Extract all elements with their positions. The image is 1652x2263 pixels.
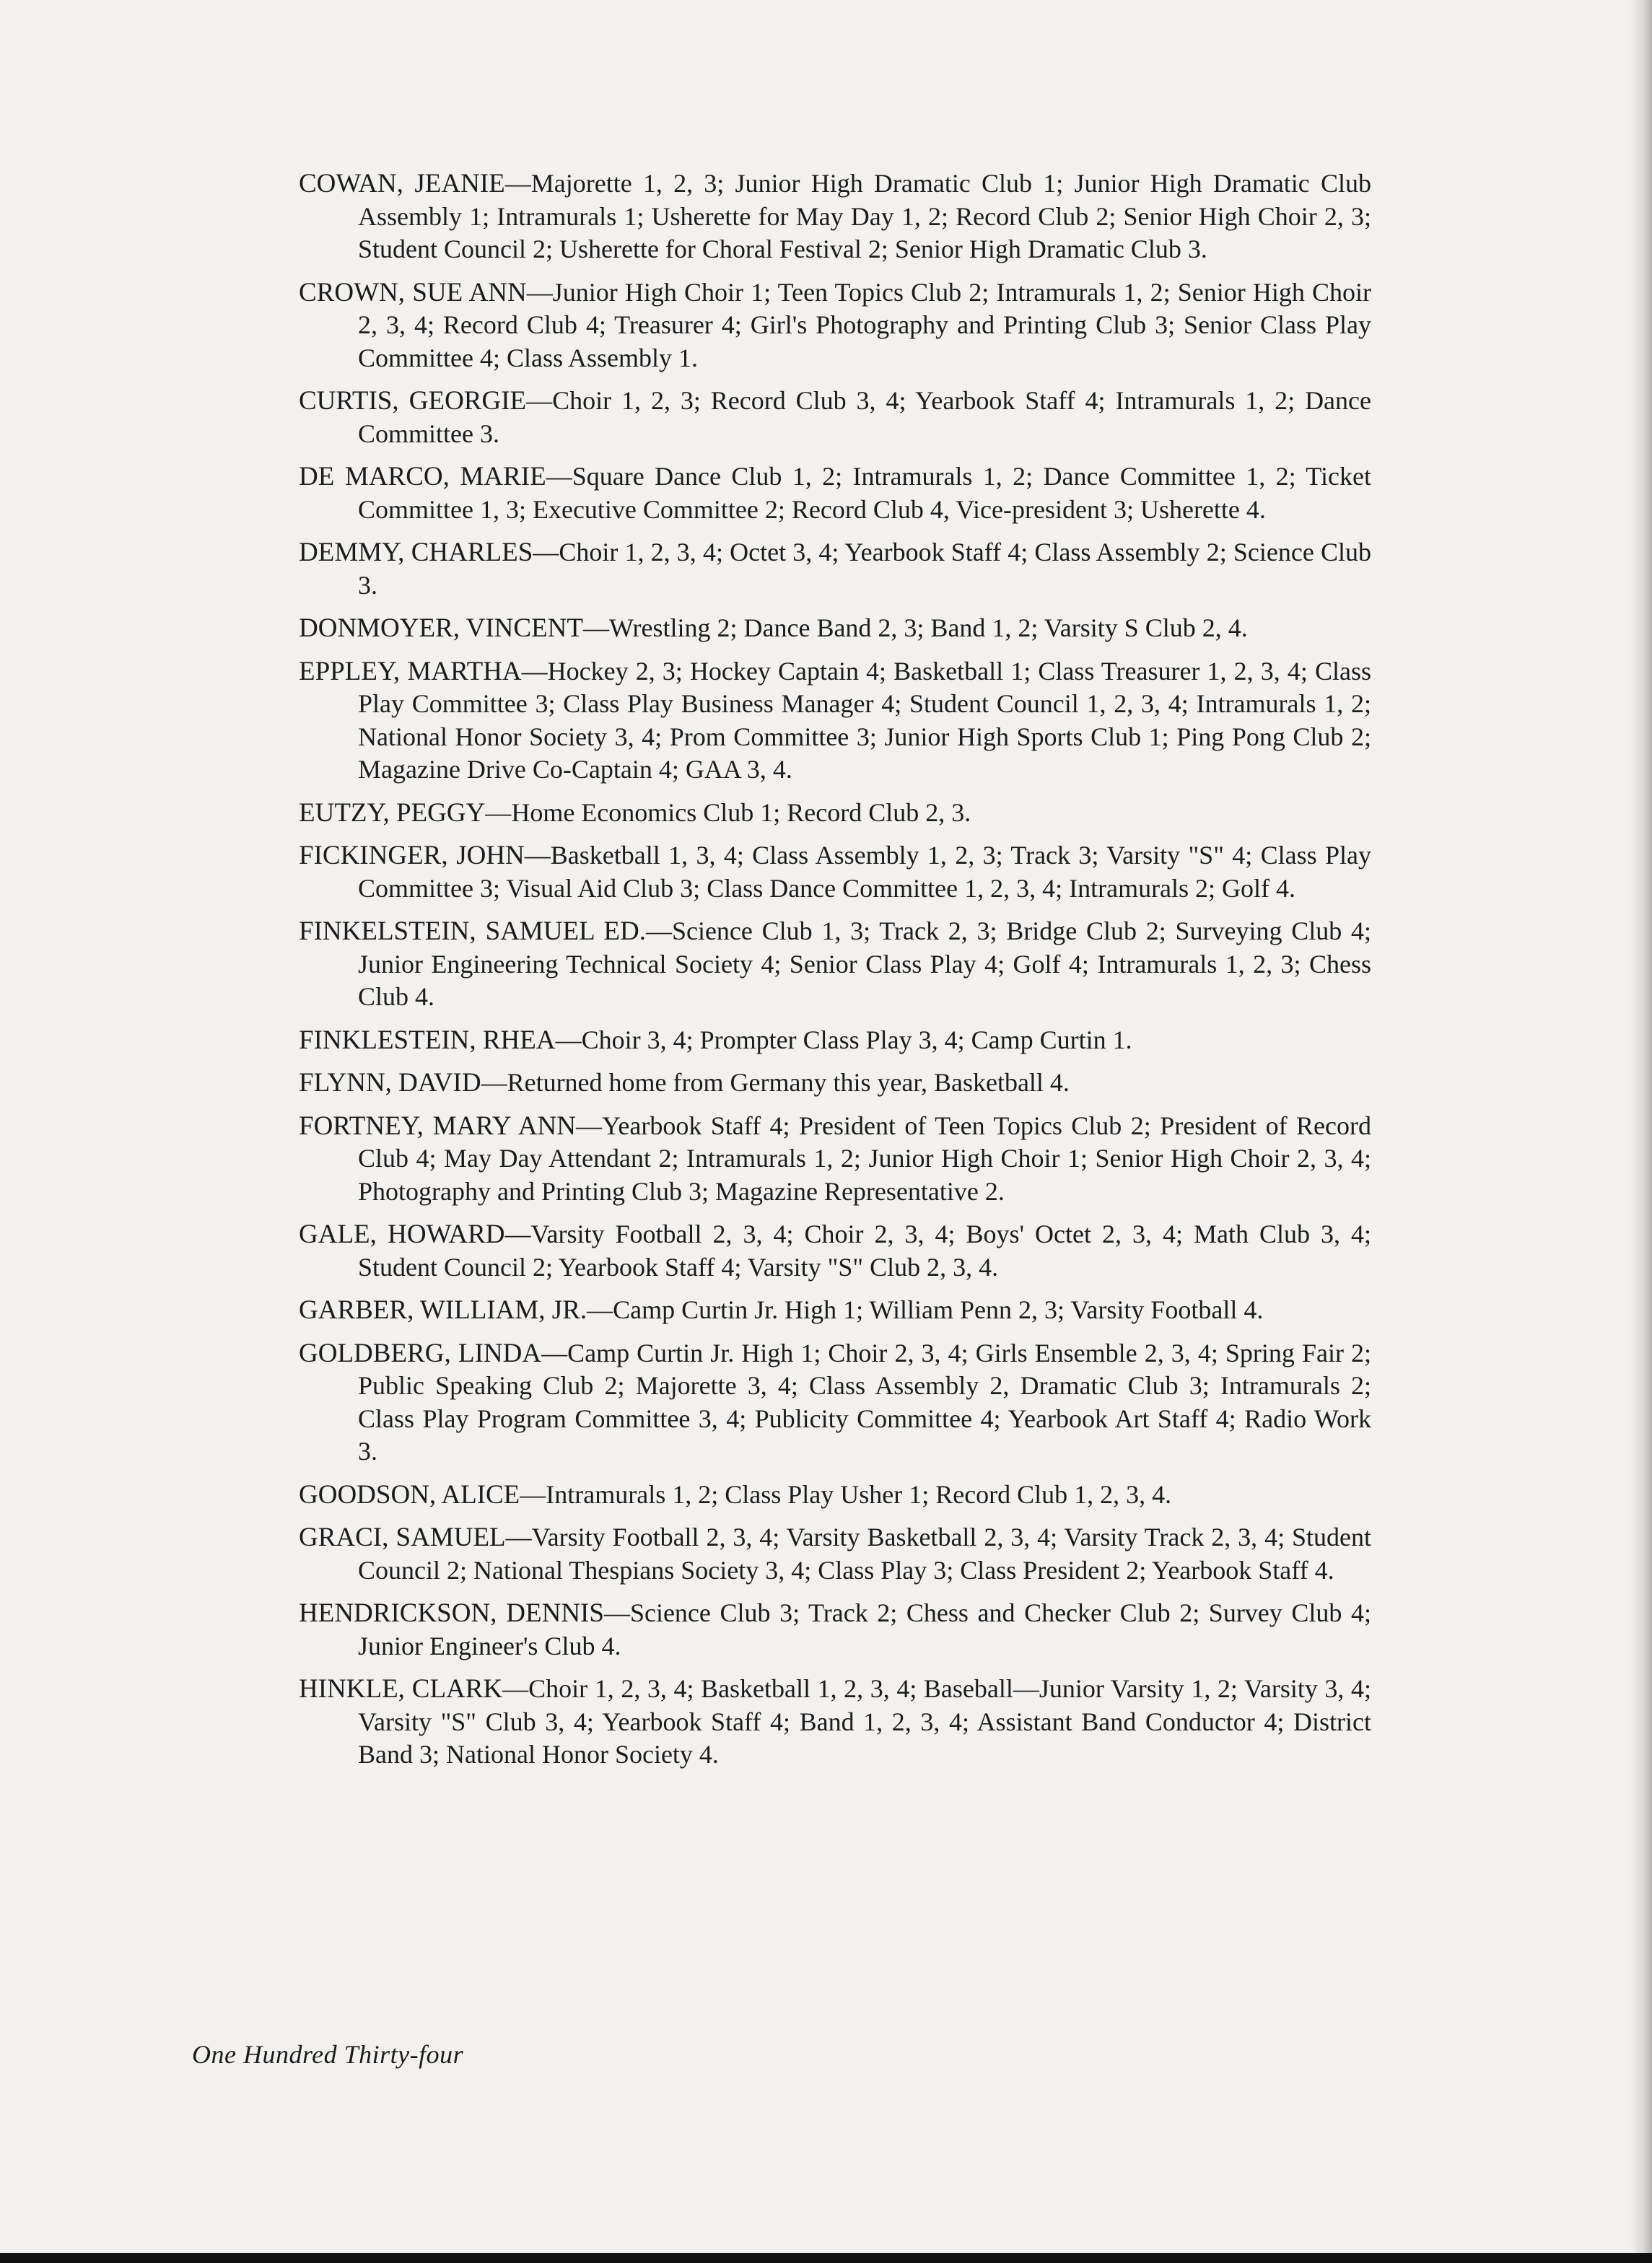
entry-name: DEMMY, CHARLES [299,538,533,567]
entry-name: FLYNN, DAVID [299,1068,481,1098]
entry-text: Varsity Football 2, 3, 4; Choir 2, 3, 4; Boys' Octet 2, 3, 4; Math Club 3, 4; Student Council 2; Yearbook Staff 4; Varsity "S" Club 2, 3, 4. [358,1220,1371,1282]
entry-donmoyer: DONMOYER, VINCENT—Wrestling 2; Dance Band 2, 3; Band 1, 2; Varsity S Club 2, 4. [299,613,1248,643]
entry-text: Wrestling 2; Dance Band 2, 3; Band 1, 2; Varsity S Club 2, 4. [608,613,1248,642]
entry-flynn: FLYNN, DAVID—Returned home from Germany this year, Basketball 4. [299,1068,1070,1098]
entry-eppley: EPPLEY, MARTHA—Hockey 2, 3; Hockey Captain 4; Basketball 1; Class Treasurer 1, 2, 3, 4; Class Play Committee 3; Class Play Business Manager 4; Student Council 1, 2, 3, 4; Intramurals 1, 2; National Honor Society 3, 4; Prom Committee 3; Junior High Sports Club 1; Ping Pong Club 2; Magazine Drive Co-Captain 4; GAA 3, 4. [299,656,1371,784]
entry-text: Square Dance Club 1, 2; Intramurals 1, 2; Dance Committee 1, 2; Ticket Committee 1, 3; Executive Committee 2; Record Club 4, Vice-president 3; Usherette 4. [358,462,1371,524]
entry-text: Hockey 2, 3; Hockey Captain 4; Basketball 1; Class Treasurer 1, 2, 3, 4; Class Play Committee 3; Class Play Business Manager 4; Student Council 1, 2, 3, 4; Intramurals 1, 2; National Honor Society 3, 4; Prom Committee 3; Junior High Sports Club 1; Ping Pong Club 2; Magazine Drive Co-Captain 4; GAA 3, 4. [358,656,1371,784]
entry-gale: GALE, HOWARD—Varsity Football 2, 3, 4; Choir 2, 3, 4; Boys' Octet 2, 3, 4; Math Club 3, 4; Student Council 2; Yearbook Staff 4; Varsity "S" Club 2, 3, 4. [299,1220,1371,1282]
entry-fickinger: FICKINGER, JOHN—Basketball 1, 3, 4; Class Assembly 1, 2, 3; Track 3; Varsity "S" 4; Class Play Committee 3; Visual Aid Club 3; Class Dance Committee 1, 2, 3, 4; Intramurals 2; Golf 4. [299,841,1371,903]
entry-text: Science Club 1, 3; Track 2, 3; Bridge Club 2; Surveying Club 4; Junior Engineering Technical Society 4; Senior Class Play 4; Golf 4; Intramurals 1, 2, 3; Chess Club 4. [358,916,1371,1011]
entry-name: FINKLESTEIN, RHEA [299,1025,556,1055]
page-edge-shadow [1630,0,1652,2263]
entry-name: HENDRICKSON, DENNIS [299,1598,604,1628]
entry-text: Majorette 1, 2, 3; Junior High Dramatic Club 1; Junior High Dramatic Club Assembly 1; Intramurals 1; Usherette for May Day 1, 2; Record Club 2; Senior High Choir 2, 3; Student Council 2; Usherette for Choral Festival 2; Senior High Dramatic Club 3. [358,169,1371,263]
entry-graci: GRACI, SAMUEL—Varsity Football 2, 3, 4; Varsity Basketball 2, 3, 4; Varsity Track 2, 3, 4; Student Council 2; National Thespians Society 3, 4; Class Play 3; Class President 2; Yearbook Staff 4. [299,1523,1371,1585]
entry-text: Camp Curtin Jr. High 1; Choir 2, 3, 4; Girls Ensemble 2, 3, 4; Spring Fair 2; Public Speaking Club 2; Majorette 3, 4; Class Assembly 2, Dramatic Club 3; Intramurals 2; Class Play Program Committee 3, 4; Publicity Committee 4; Yearbook Art Staff 4; Radio Work 3. [358,1338,1372,1466]
entry-name: DONMOYER, VINCENT [299,613,583,643]
entry-demmy: DEMMY, CHARLES—Choir 1, 2, 3, 4; Octet 3, 4; Yearbook Staff 4; Class Assembly 2; Science Club 3. [299,538,1371,600]
entry-name: GRACI, SAMUEL [299,1523,506,1552]
entry-name: FORTNEY, MARY ANN [299,1111,576,1141]
entry-text: Choir 1, 2, 3, 4; Octet 3, 4; Yearbook Staff 4; Class Assembly 2; Science Club 3. [358,538,1371,600]
entry-text: Home Economics Club 1; Record Club 2, 3. [511,797,971,827]
entry-name: EPPLEY, MARTHA [299,656,522,686]
entry-name: EUTZY, PEGGY [299,797,486,828]
page-number-footer: One Hundred Thirty-four [192,2040,464,2069]
entry-text: Basketball 1, 3, 4; Class Assembly 1, 2, 3; Track 3; Varsity "S" 4; Class Play Committee 3; Visual Aid Club 3; Class Dance Committee 1, 2, 3, 4; Intramurals 2; Golf 4. [358,841,1371,903]
entry-text: Yearbook Staff 4; President of Teen Topics Club 2; President of Record Club 4; May Day Attendant 2; Intramurals 1, 2; Junior High Choir 1; Senior High Choir 2, 3, 4; Photography and Printing Club 3; Magazine Representative 2. [358,1111,1371,1206]
entry-name: GOLDBERG, LINDA [299,1338,542,1368]
entry-name: COWAN, JEANIE [299,169,505,198]
entry-name: DE MARCO, MARIE [299,462,546,491]
entry-name: HINKLE, CLARK [299,1674,503,1704]
entry-name: GOODSON, ALICE [299,1479,520,1510]
senior-activities-list [299,167,1371,1782]
entry-name: CROWN, SUE ANN [299,277,527,307]
entry-text: Choir 1, 2, 3; Record Club 3, 4; Yearbook Staff 4; Intramurals 1, 2; Dance Committee 3. [358,386,1371,448]
entry-text: Camp Curtin Jr. High 1; William Penn 2, 3; Varsity Football 4. [613,1295,1264,1324]
entry-crown: CROWN, SUE ANN—Junior High Choir 1; Teen Topics Club 2; Intramurals 1, 2; Senior High Choir 2, 3, 4; Record Club 4; Treasurer 4; Girl's Photography and Printing Club 3; Senior Class Play Committee 4; Class Assembly 1. [299,277,1371,372]
entry-text: Varsity Football 2, 3, 4; Varsity Basketball 2, 3, 4; Varsity Track 2, 3, 4; Student Council 2; National Thespians Society 3, 4; Class Play 3; Class President 2; Yearbook Staff 4. [358,1523,1371,1585]
entry-text: Choir 1, 2, 3, 4; Basketball 1, 2, 3, 4; Baseball—Junior Varsity 1, 2; Varsity 3, 4; Varsity "S" Club 3, 4; Yearbook Staff 4; Band 1, 2, 3, 4; Assistant Band Conductor 4; District Band 3; National Honor Society 4. [358,1674,1372,1769]
entry-name: GARBER, WILLIAM, JR. [299,1295,587,1325]
entry-fortney: FORTNEY, MARY ANN—Yearbook Staff 4; President of Teen Topics Club 2; President of Record Club 4; May Day Attendant 2; Intramurals 1, 2; Junior High Choir 1; Senior High Choir 2, 3, 4; Photography and Printing Club 3; Magazine Representative 2. [299,1111,1371,1206]
entry-finkelstein-samuel: FINKELSTEIN, SAMUEL ED.—Science Club 1, 3; Track 2, 3; Bridge Club 2; Surveying Club 4; Junior Engineering Technical Society 4; Senior Class Play 4; Golf 4; Intramurals 1, 2, 3; Chess Club 4. [299,916,1371,1011]
scan-bottom-edge [0,2253,1652,2263]
entry-eutzy: EUTZY, PEGGY—Home Economics Club 1; Record Club 2, 3. [299,797,971,828]
entry-finklestein-rhea: FINKLESTEIN, RHEA—Choir 3, 4; Prompter Class Play 3, 4; Camp Curtin 1. [299,1025,1132,1055]
entry-hendrickson: HENDRICKSON, DENNIS—Science Club 3; Track 2; Chess and Checker Club 2; Survey Club 4; Junior Engineer's Club 4. [299,1598,1371,1660]
entry-name: CURTIS, GEORGIE [299,386,527,416]
entry-garber: GARBER, WILLIAM, JR.—Camp Curtin Jr. High 1; William Penn 2, 3; Varsity Football 4. [299,1295,1264,1325]
entry-cowan: COWAN, JEANIE—Majorette 1, 2, 3; Junior High Dramatic Club 1; Junior High Dramatic Club Assembly 1; Intramurals 1; Usherette for May Day 1, 2; Record Club 2; Senior High Choir 2, 3; Student Council 2; Usherette for Choral Festival 2; Senior High Dramatic Club 3. [299,169,1371,263]
entry-name: FICKINGER, JOHN [299,841,525,870]
entry-text: Intramurals 1, 2; Class Play Usher 1; Record Club 1, 2, 3, 4. [546,1479,1172,1509]
entry-goodson: GOODSON, ALICE—Intramurals 1, 2; Class Play Usher 1; Record Club 1, 2, 3, 4. [299,1479,1172,1510]
entry-curtis: CURTIS, GEORGIE—Choir 1, 2, 3; Record Club 3, 4; Yearbook Staff 4; Intramurals 1, 2; Dance Committee 3. [299,386,1371,448]
entry-text: Junior High Choir 1; Teen Topics Club 2; Intramurals 1, 2; Senior High Choir 2, 3, 4; Record Club 4; Treasurer 4; Girl's Photography and Printing Club 3; Senior Class Play Committee 4; Class Assembly 1. [358,277,1371,372]
entry-goldberg: GOLDBERG, LINDA—Camp Curtin Jr. High 1; Choir 2, 3, 4; Girls Ensemble 2, 3, 4; Spring Fair 2; Public Speaking Club 2; Majorette 3, 4; Class Assembly 2, Dramatic Club 3; Intramurals 2; Class Play Program Committee 3, 4; Publicity Committee 4; Yearbook Art Staff 4; Radio Work 3. [299,1338,1372,1466]
entry-de-marco: DE MARCO, MARIE—Square Dance Club 1, 2; Intramurals 1, 2; Dance Committee 1, 2; Ticket Committee 1, 3; Executive Committee 2; Record Club 4, Vice-president 3; Usherette 4. [299,462,1371,524]
entry-text: Returned home from Germany this year, Basketball 4. [507,1068,1070,1097]
entry-text: Science Club 3; Track 2; Chess and Checker Club 2; Survey Club 4; Junior Engineer's Club 4. [358,1598,1371,1660]
entry-text: Choir 3, 4; Prompter Class Play 3, 4; Camp Curtin 1. [581,1025,1132,1054]
entry-name: GALE, HOWARD [299,1220,505,1249]
entry-name: FINKELSTEIN, SAMUEL ED. [299,916,646,946]
entry-hinkle: HINKLE, CLARK—Choir 1, 2, 3, 4; Basketball 1, 2, 3, 4; Baseball—Junior Varsity 1, 2; Varsity 3, 4; Varsity "S" Club 3, 4; Yearbook Staff 4; Band 1, 2, 3, 4; Assistant Band Conductor 4; District Band 3; National Honor Society 4. [299,1674,1372,1769]
